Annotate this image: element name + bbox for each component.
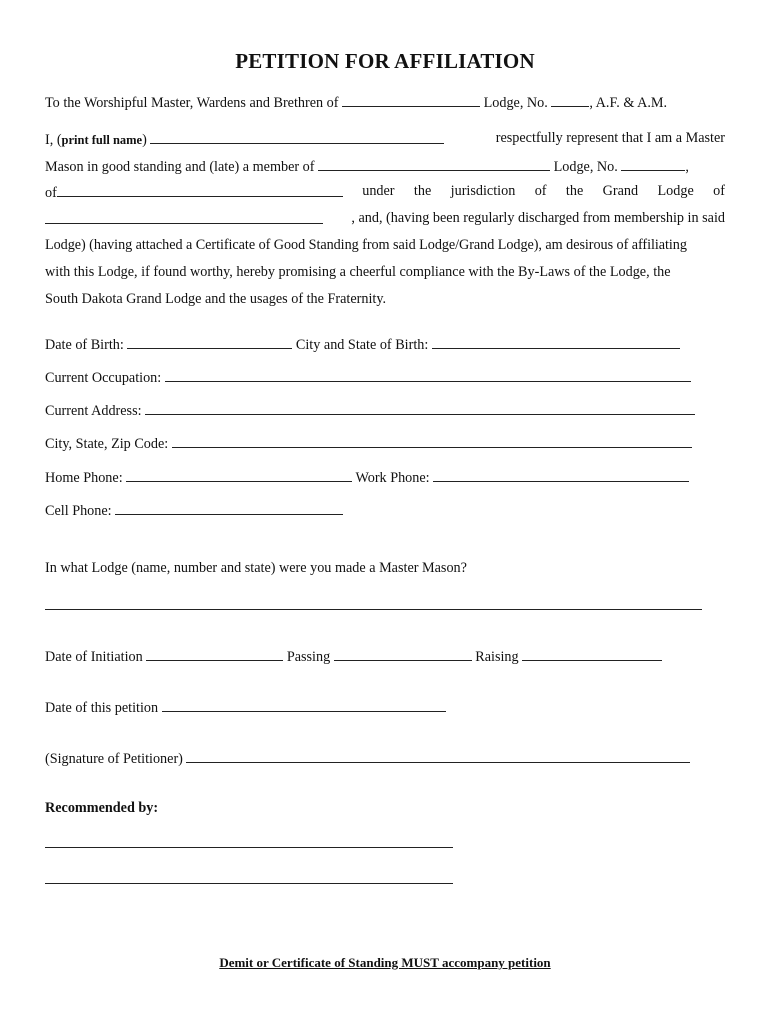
passing-date-field[interactable] bbox=[334, 648, 472, 661]
occupation-label: Current Occupation: bbox=[45, 370, 162, 386]
cell-phone-field[interactable] bbox=[115, 502, 343, 515]
current-address-field[interactable] bbox=[145, 402, 695, 415]
paragraph-line-4 bbox=[45, 211, 725, 225]
birth-place-label: City and State of Birth: bbox=[295, 337, 429, 353]
home-phone-label: Home Phone: bbox=[45, 470, 123, 486]
word: under bbox=[362, 183, 395, 199]
petition-date-label: Date of this petition bbox=[45, 700, 159, 716]
address-to-label: To the Worshipful Master, Wardens and Brethren of bbox=[45, 95, 339, 111]
current-address-label: Current Address: bbox=[45, 403, 142, 419]
lodge-question: In what Lodge (name, number and state) were you made a Master Mason? bbox=[45, 560, 467, 576]
occupation-row bbox=[45, 369, 691, 385]
paragraph-line-1 bbox=[45, 131, 725, 147]
paragraph-line-7: South Dakota Grand Lodge and the usages of the Fraternity. bbox=[45, 291, 387, 307]
lodge-name-field[interactable] bbox=[342, 94, 480, 107]
passing-label: Passing bbox=[286, 649, 331, 665]
home-phone-field[interactable] bbox=[126, 469, 352, 482]
print-full-name-label: print full name bbox=[61, 133, 143, 147]
cell-row bbox=[45, 502, 343, 518]
paragraph-l4-text: , and, (having been regularly discharged from membership in said bbox=[351, 210, 725, 226]
lodge-number-field[interactable] bbox=[551, 94, 589, 107]
address-line bbox=[45, 94, 667, 110]
of-label: of bbox=[45, 185, 57, 201]
paragraph-close-paren: ) bbox=[142, 132, 147, 148]
city-state-zip-label: City, State, Zip Code: bbox=[45, 436, 169, 452]
degrees-row bbox=[45, 648, 662, 664]
recommender-1-field[interactable] bbox=[45, 847, 453, 848]
occupation-field[interactable] bbox=[165, 369, 691, 382]
paragraph-line-2 bbox=[45, 158, 689, 174]
paragraph-line-3 bbox=[45, 184, 725, 200]
dob-label: Date of Birth: bbox=[45, 337, 124, 353]
city-state-zip-field[interactable] bbox=[172, 435, 692, 448]
raising-date-field[interactable] bbox=[522, 648, 662, 661]
member-lodge-no-label: Lodge, No. bbox=[553, 159, 618, 175]
signature-label: (Signature of Petitioner) bbox=[45, 751, 183, 767]
footer-note: Demit or Certificate of Standing MUST accompany petition bbox=[219, 955, 551, 970]
comma: , bbox=[685, 159, 689, 175]
word: Lodge bbox=[657, 183, 694, 199]
member-lodge-field[interactable] bbox=[318, 158, 550, 171]
word: Grand bbox=[602, 183, 639, 199]
word: the bbox=[413, 183, 432, 199]
raising-label: Raising bbox=[475, 649, 519, 665]
grand-lodge-field[interactable] bbox=[45, 211, 323, 224]
member-of-label: Mason in good standing and (late) a member of bbox=[45, 159, 315, 175]
word: the bbox=[565, 183, 584, 199]
address-lodge-no-label: Lodge, No. bbox=[483, 95, 548, 111]
initiation-date-field[interactable] bbox=[146, 648, 283, 661]
signature-field[interactable] bbox=[186, 750, 690, 763]
page-title: PETITION FOR AFFILIATION bbox=[235, 49, 535, 73]
city-row bbox=[45, 435, 692, 451]
birth-place-field[interactable] bbox=[432, 336, 680, 349]
cell-phone-label: Cell Phone: bbox=[45, 503, 112, 519]
dob-field[interactable] bbox=[127, 336, 292, 349]
work-phone-label: Work Phone: bbox=[355, 470, 430, 486]
paragraph-i-label: I, ( bbox=[45, 132, 62, 148]
paragraph-line-6: with this Lodge, if found worthy, hereby promising a cheerful compliance with the By-Laws of the Lodge, the bbox=[45, 264, 671, 280]
petition-date-field[interactable] bbox=[162, 699, 446, 712]
address-suffix: , A.F. & A.M. bbox=[589, 95, 668, 111]
address-row bbox=[45, 402, 695, 418]
lodge-answer-field[interactable] bbox=[45, 609, 702, 610]
petition-date-row bbox=[45, 699, 446, 715]
recommender-2-field[interactable] bbox=[45, 883, 453, 884]
of-place-field[interactable] bbox=[57, 184, 343, 197]
paragraph-line-5: Lodge) (having attached a Certificate of Good Standing from said Lodge/Grand Lodge), am desirous of affiliating bbox=[45, 237, 687, 253]
work-phone-field[interactable] bbox=[433, 469, 689, 482]
phone-row bbox=[45, 469, 689, 485]
full-name-field[interactable] bbox=[150, 131, 444, 144]
member-lodge-number-field[interactable] bbox=[621, 158, 685, 171]
paragraph-l1-end: respectfully represent that I am a Master bbox=[495, 130, 725, 146]
initiation-label: Date of Initiation bbox=[45, 649, 143, 665]
recommended-by-heading: Recommended by: bbox=[45, 800, 159, 816]
signature-row bbox=[45, 750, 690, 766]
dob-row bbox=[45, 336, 680, 352]
word: of bbox=[713, 183, 725, 199]
word: of bbox=[534, 183, 547, 199]
word: jurisdiction bbox=[450, 183, 516, 199]
